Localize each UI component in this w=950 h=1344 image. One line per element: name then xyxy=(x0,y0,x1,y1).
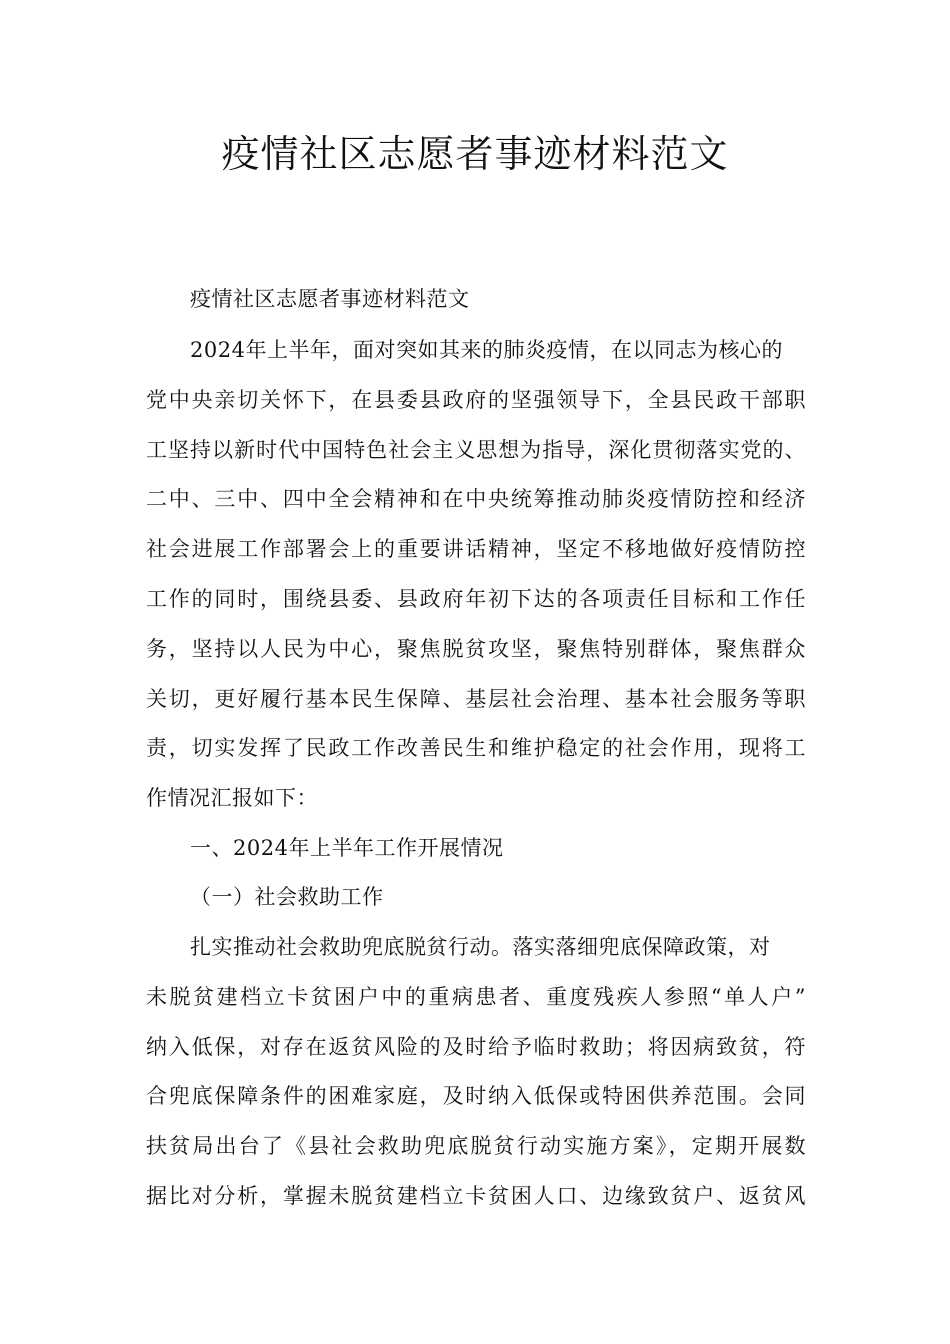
paragraph-line: 2024年上半年，面对突如其来的肺炎疫情，在以同志为核心的 xyxy=(190,338,783,362)
paragraph-line: 未脱贫建档立卡贫困户中的重病患者、重度残疾人参照“单人户” xyxy=(146,985,806,1009)
paragraph-line: 社会进展工作部署会上的重要讲话精神，坚定不移地做好疫情防控 xyxy=(146,537,806,561)
subtitle-line: 疫情社区志愿者事迹材料范文 xyxy=(190,287,470,311)
paragraph-line: 纳入低保，对存在返贫风险的及时给予临时救助；将因病致贫，符 xyxy=(146,1035,806,1059)
paragraph-line: 党中央亲切关怀下，在县委县政府的坚强领导下，全县民政干部职 xyxy=(146,388,806,412)
paragraph-line: 关切，更好履行基本民生保障、基层社会治理、基本社会服务等职 xyxy=(146,687,806,711)
paragraph-line: 合兜底保障条件的困难家庭，及时纳入低保或特困供养范围。会同 xyxy=(146,1084,806,1108)
paragraph-line: 务，坚持以人民为中心，聚焦脱贫攻坚，聚焦特别群体，聚焦群众 xyxy=(146,637,806,661)
paragraph-line: 扶贫局出台了《县社会救助兜底脱贫行动实施方案》，定期开展数 xyxy=(146,1134,806,1158)
paragraph-line: 据比对分析，掌握未脱贫建档立卡贫困人口、边缘致贫户、返贫风 xyxy=(146,1184,806,1208)
paragraph-line: 扎实推动社会救助兜底脱贫行动。落实落细兜底保障政策，对 xyxy=(190,935,771,959)
subsection-heading: （一）社会救助工作 xyxy=(190,885,384,909)
paragraph-line: 工坚持以新时代中国特色社会主义思想为指导，深化贯彻落实党的、 xyxy=(146,438,806,462)
paragraph-line: 责，切实发挥了民政工作改善民生和维护稳定的社会作用，现将工 xyxy=(146,736,806,760)
section-heading: 一、2024年上半年工作开展情况 xyxy=(190,836,504,860)
paragraph-line: 作情况汇报如下： xyxy=(146,786,318,810)
paragraph-line: 工作的同时，围绕县委、县政府年初下达的各项责任目标和工作任 xyxy=(146,587,806,611)
document-title: 疫情社区志愿者事迹材料范文 xyxy=(221,132,729,176)
paragraph-line: 二中、三中、四中全会精神和在中央统筹推动肺炎疫情防控和经济 xyxy=(146,487,806,511)
